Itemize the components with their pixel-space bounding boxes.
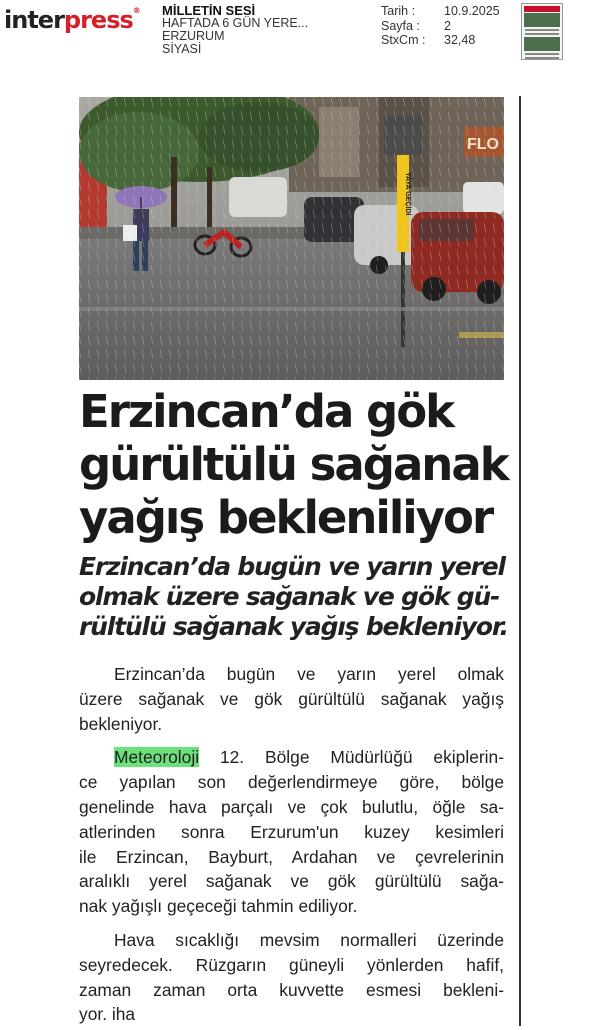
thumbnail-text-line	[525, 57, 559, 59]
subheading-line: rültülü sağanak yağış bekleniyor.	[79, 612, 508, 641]
body-line: ile Erzincan, Bayburt, Ardahan ve çevrelerinin	[79, 846, 504, 867]
thumbnail-photo	[524, 37, 560, 51]
thumbnail-text-line	[525, 33, 559, 35]
publication-name: MİLLETİN SESİ	[162, 3, 256, 18]
body-line: bekleniyor.	[79, 713, 163, 734]
thumbnail-masthead	[524, 6, 560, 12]
body-line: ce yapılan son değerlendirmeye göre, bölge	[79, 772, 504, 793]
body-paragraph-2	[79, 745, 504, 919]
body-line: seyredecek. Rüzgarın güneyli yönlerden hafif,	[79, 954, 504, 975]
headline-line: Erzincan’da gök	[79, 385, 454, 438]
page-row	[381, 19, 500, 34]
headline-line: yağış bekleniliyor	[79, 491, 493, 544]
thumbnail-text-line	[525, 53, 559, 55]
subheading-line: Erzincan’da bugün ve yarın yerel	[79, 552, 505, 581]
stxcm-row	[381, 33, 500, 48]
article-photo	[79, 97, 504, 380]
subheading-line: olmak üzere sağanak ve gök gü-	[79, 582, 500, 611]
interpress-logo: interpress®	[4, 6, 140, 34]
body-line: zaman zaman orta kuvvette esmesi bekleni-	[79, 979, 504, 1000]
body-line: yor. iha	[79, 1004, 136, 1025]
headline-line: gürültülü sağanak	[79, 438, 508, 491]
body-line: Erzincan’da bugün ve yarın yerel olmak	[114, 664, 504, 684]
rainy-street-photo	[79, 97, 504, 380]
page-label: Sayfa :	[381, 18, 420, 33]
body-line: aralıklı yerel sağanak ve gök gürültülü sağa-	[79, 871, 504, 892]
publication-info	[162, 4, 308, 56]
publication-city: ERZURUM	[162, 29, 225, 43]
date-row	[381, 4, 500, 19]
body-line: atlerinden sonra Erzurum'un kuzey kesimleri	[79, 821, 504, 842]
article-subheading	[79, 552, 509, 642]
page-thumbnail[interactable]	[521, 3, 563, 60]
body-line: Hava sıcaklığı mevsim normalleri üzerinde	[114, 929, 504, 950]
article-headline	[79, 385, 509, 544]
body-paragraph-3	[79, 928, 504, 1027]
publication-category: SİYASİ	[162, 42, 202, 56]
thumbnail-photo	[524, 13, 560, 27]
body-line: genelinde hava parçalı ve çok bulutlu, öğle sa-	[79, 796, 504, 817]
column-rule	[519, 96, 521, 1026]
stxcm-label: StxCm :	[381, 33, 426, 47]
body-line	[79, 745, 504, 770]
stxcm-value: 32,48	[444, 33, 476, 47]
clipping-meta	[381, 4, 500, 48]
body-line: üzere sağanak ve gök gürültülü sağanak yağış	[79, 688, 504, 709]
article-body	[79, 662, 504, 1030]
highlighted-keyword: Meteoroloji	[114, 747, 200, 768]
date-label: Tarih :	[381, 4, 416, 18]
date-value: 10.9.2025	[444, 4, 500, 18]
body-line-rest: 12. Bölge Müdürlüğü ekiplerin-	[199, 747, 504, 768]
body-paragraph-1	[79, 662, 504, 736]
thumbnail-text-line	[525, 29, 559, 31]
publication-frequency: HAFTADA 6 GÜN YERE...	[162, 16, 309, 30]
page-value: 2	[444, 18, 451, 33]
body-line: nak yağışlı geçeceği tahmin ediliyor.	[79, 896, 358, 917]
